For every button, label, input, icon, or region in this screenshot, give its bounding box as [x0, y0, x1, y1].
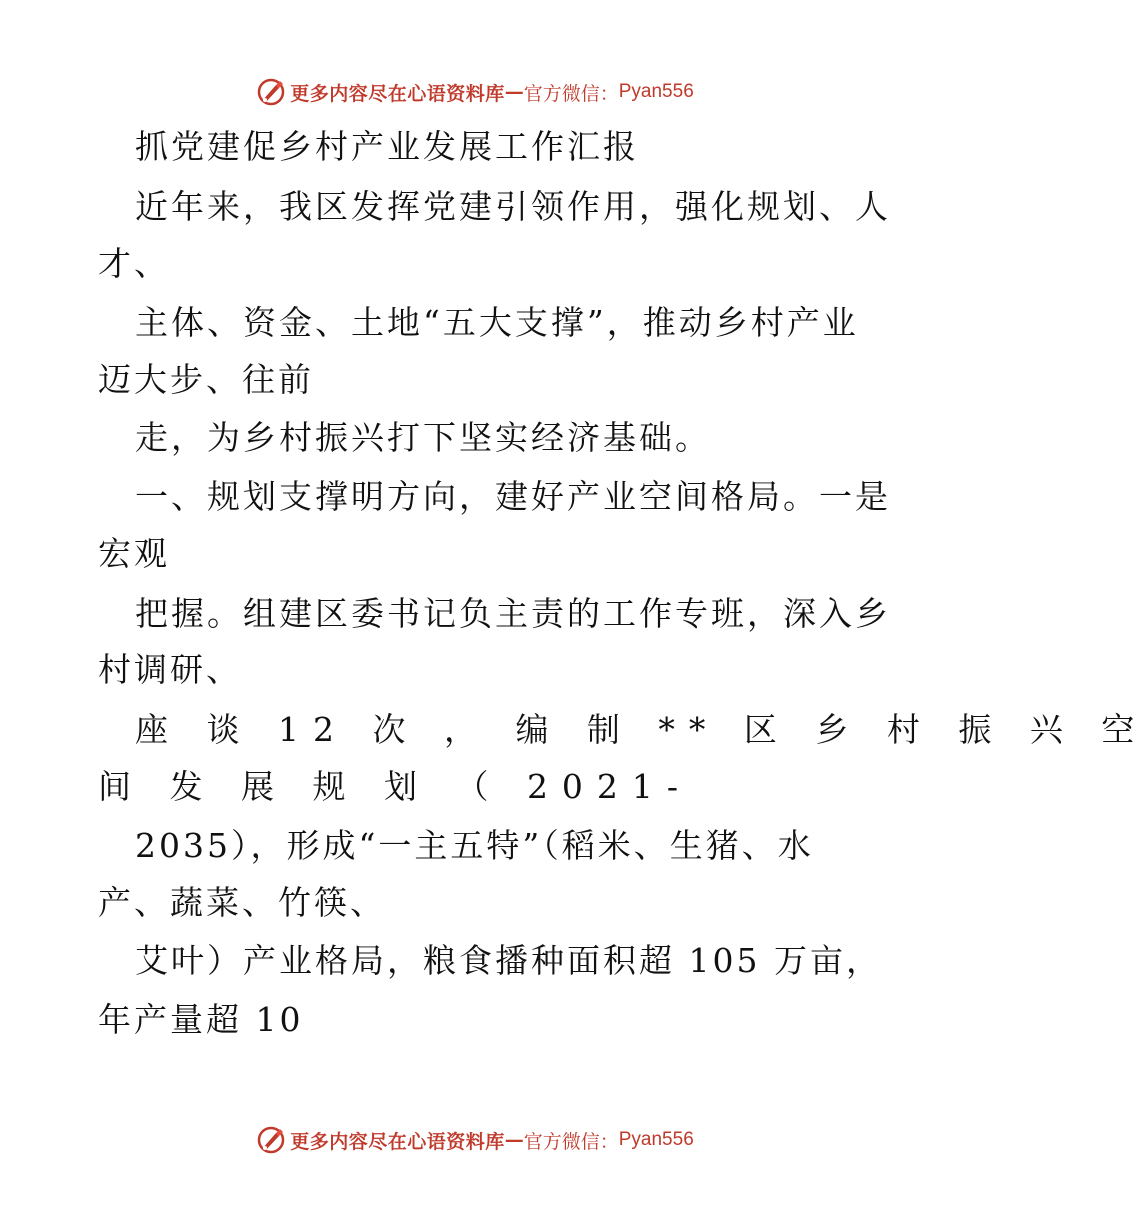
paragraph-line: 走，为乡村振兴打下坚实经济基础。	[135, 418, 711, 457]
paragraph-line: 座 谈 12 次 ， 编 制 ** 区 乡 村 振 兴 空	[135, 710, 1148, 749]
paragraph-line: 村调研、	[98, 650, 242, 689]
watermark-banner-bottom	[0, 1120, 950, 1160]
pen-logo-icon	[256, 1125, 286, 1155]
watermark-dash: —	[504, 1129, 524, 1151]
paragraph-line: 间 发 展 规 划 （ 2021-	[98, 767, 693, 806]
watermark-label: 官方微信：	[523, 1130, 619, 1153]
watermark-banner-top	[0, 72, 950, 112]
watermark-label: 官方微信：	[523, 82, 619, 105]
paragraph-line: 主体、资金、土地“五大支撑”，推动乡村产业	[135, 303, 859, 342]
paragraph-line: 一、规划支撑明方向，建好产业空间格局。一是	[135, 477, 891, 516]
watermark-wechat-id: Pyan556	[618, 81, 694, 102]
paragraph-line: 把握。组建区委书记负主责的工作专班，深入乡	[135, 594, 891, 633]
watermark-dash: —	[504, 81, 524, 103]
paragraph-line: 年产量超 10	[98, 1000, 304, 1039]
paragraph-line: 产、蔬菜、竹筷、	[98, 883, 386, 922]
paragraph-line: 2035），形成“一主五特”（稻米、生猪、水	[135, 826, 814, 865]
paragraph-line: 迈大步、往前	[98, 360, 314, 399]
paragraph-line: 艾叶）产业格局，粮食播种面积超 105 万亩，	[135, 941, 882, 980]
watermark-text: 更多内容尽在心语资料库	[290, 82, 505, 105]
watermark-wechat-id: Pyan556	[618, 1129, 694, 1150]
pen-logo-icon	[256, 77, 286, 107]
paragraph-line: 才、	[98, 244, 170, 283]
document-title: 抓党建促乡村产业发展工作汇报	[135, 127, 639, 166]
paragraph-line: 近年来，我区发挥党建引领作用，强化规划、人	[135, 187, 891, 226]
watermark-text: 更多内容尽在心语资料库	[290, 1130, 505, 1153]
paragraph-line: 宏观	[98, 534, 170, 573]
